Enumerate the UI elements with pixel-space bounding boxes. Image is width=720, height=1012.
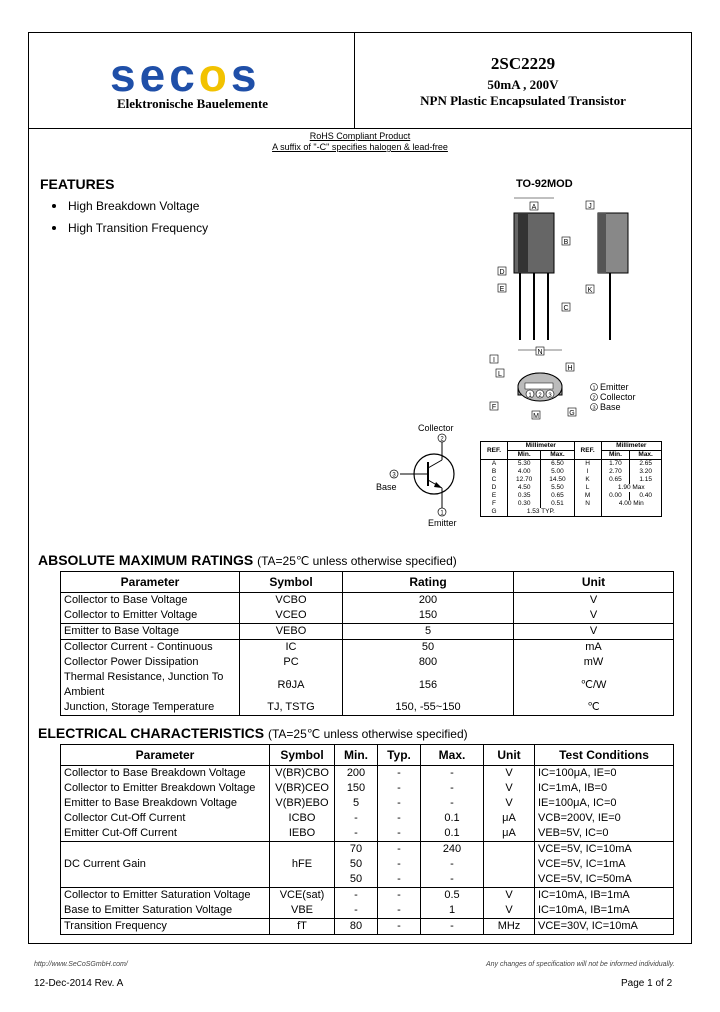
legend-num-1: 1 bbox=[592, 385, 596, 392]
unit-cell bbox=[484, 842, 535, 858]
symbol-cell: VEBO bbox=[240, 624, 343, 640]
min-cell: 150 bbox=[335, 781, 378, 796]
unit-cell: V bbox=[514, 624, 674, 640]
test-condition-cell: IC=10mA, IB=1mA bbox=[535, 903, 674, 919]
dim-ref: B bbox=[481, 468, 508, 476]
dim-min: 0.30 bbox=[508, 500, 541, 508]
dim-min: 2.70 bbox=[601, 468, 630, 476]
symbol-cell: VCBO bbox=[240, 593, 343, 609]
parameter-cell: Emitter Cut-Off Current bbox=[61, 826, 270, 842]
dim-ref: C bbox=[481, 476, 508, 484]
dim-ref: G bbox=[481, 508, 508, 517]
min-cell: 80 bbox=[335, 919, 378, 935]
parameter-cell: Collector to Base Voltage bbox=[61, 593, 240, 609]
symbol-cell: PC bbox=[240, 655, 343, 670]
footer-url[interactable]: http://www.SeCoSGmbH.com/ bbox=[34, 961, 128, 968]
typ-cell: - bbox=[378, 872, 421, 888]
max-cell: 1 bbox=[421, 903, 484, 919]
symbol-collector-label: Collector bbox=[418, 423, 454, 433]
max-cell: 0.1 bbox=[421, 826, 484, 842]
dim-col-mm: Millimeter bbox=[508, 442, 575, 451]
abs-max-table bbox=[60, 571, 674, 716]
typ-cell: - bbox=[378, 781, 421, 796]
dim-max: 14.50 bbox=[541, 476, 574, 484]
dim-row bbox=[481, 508, 662, 517]
parameter-cell: Emitter to Base Breakdown Voltage bbox=[61, 796, 270, 811]
min-cell: 50 bbox=[335, 857, 378, 872]
part-number: 2SC2229 bbox=[490, 54, 556, 73]
rating-cell: 156 bbox=[343, 670, 514, 700]
legend-num-3: 3 bbox=[592, 405, 596, 412]
rating-cell: 5 bbox=[343, 624, 514, 640]
package-outline-drawing bbox=[480, 195, 680, 435]
unit-cell: V bbox=[484, 903, 535, 919]
rating-cell: 150, -55~150 bbox=[343, 700, 514, 716]
dim-ref: E bbox=[481, 492, 508, 500]
feature-item: High Breakdown Voltage bbox=[68, 199, 199, 213]
dim-min: 4.00 bbox=[508, 468, 541, 476]
table-row bbox=[61, 919, 674, 935]
test-condition-cell: VEB=5V, IC=0 bbox=[535, 826, 674, 842]
col-symbol: Symbol bbox=[240, 572, 343, 593]
min-cell: - bbox=[335, 826, 378, 842]
unit-cell: ℃/W bbox=[514, 670, 674, 700]
min-cell: 70 bbox=[335, 842, 378, 858]
table-row bbox=[61, 857, 674, 872]
col-unit: Unit bbox=[514, 572, 674, 593]
min-cell: - bbox=[335, 903, 378, 919]
bottom-pin-1: 1 bbox=[528, 393, 532, 399]
unit-cell: MHz bbox=[484, 919, 535, 935]
col-unit: Unit bbox=[484, 745, 535, 766]
features-title: FEATURES bbox=[40, 176, 115, 192]
table-row bbox=[61, 670, 674, 700]
col-rating: Rating bbox=[343, 572, 514, 593]
parameter-cell: Collector to Emitter Voltage bbox=[61, 608, 240, 624]
unit-cell: μA bbox=[484, 811, 535, 826]
symbol-cell: V(BR)CBO bbox=[270, 766, 335, 782]
unit-cell: ℃ bbox=[514, 700, 674, 716]
unit-cell bbox=[484, 872, 535, 888]
header-divider bbox=[28, 128, 692, 129]
test-condition-cell: VCE=5V, IC=50mA bbox=[535, 872, 674, 888]
dim-col-ref: REF. bbox=[574, 442, 601, 460]
dim-max: 0.40 bbox=[630, 492, 662, 500]
rohs-notice bbox=[28, 131, 692, 153]
table-row bbox=[61, 608, 674, 624]
rating-cell: 200 bbox=[343, 593, 514, 609]
brand-logo: secos bbox=[110, 49, 261, 101]
dim-ref: K bbox=[574, 476, 601, 484]
footer-date: 12-Dec-2014 Rev. A bbox=[34, 978, 124, 989]
max-cell: - bbox=[421, 872, 484, 888]
table-row bbox=[61, 655, 674, 670]
dim-ref: A bbox=[481, 460, 508, 469]
max-cell: - bbox=[421, 919, 484, 935]
dim-ref bbox=[574, 508, 601, 517]
dim-max: 0.51 bbox=[541, 500, 574, 508]
dim-min: 5.30 bbox=[508, 460, 541, 469]
test-condition-cell: VCB=200V, IE=0 bbox=[535, 811, 674, 826]
min-cell: 50 bbox=[335, 872, 378, 888]
rating-cell: 50 bbox=[343, 640, 514, 656]
dim-max: 2.65 bbox=[630, 460, 662, 469]
symbol-cell: VCEO bbox=[240, 608, 343, 624]
parameter-cell: Thermal Resistance, Junction To Ambient bbox=[61, 670, 240, 700]
abs-max-condition: (TA=25℃ unless otherwise specified) bbox=[257, 554, 457, 568]
dim-row bbox=[481, 500, 662, 508]
dim-value: 4.00 Min bbox=[601, 500, 661, 508]
parameter-cell: DC Current Gain bbox=[61, 857, 270, 872]
parameter-cell: Transition Frequency bbox=[61, 919, 270, 935]
elec-condition: (TA=25℃ unless otherwise specified) bbox=[267, 727, 468, 741]
rohs-line: RoHS Compliant Product bbox=[309, 131, 411, 141]
dim-min: 4.50 bbox=[508, 484, 541, 492]
col-max: Max. bbox=[421, 745, 484, 766]
dim-col-min: Min. bbox=[508, 451, 541, 460]
part-description: NPN Plastic Encapsulated Transistor bbox=[420, 93, 626, 108]
pin-legend-base: Base bbox=[600, 402, 621, 412]
typ-cell: - bbox=[378, 796, 421, 811]
bottom-pin-2: 2 bbox=[538, 393, 542, 399]
dim-ref: N bbox=[574, 500, 601, 508]
max-cell: - bbox=[421, 766, 484, 782]
dim-col-ref: REF. bbox=[481, 442, 508, 460]
unit-cell: V bbox=[484, 781, 535, 796]
min-cell: 200 bbox=[335, 766, 378, 782]
parameter-cell: Junction, Storage Temperature bbox=[61, 700, 240, 716]
symbol-pin-1: 1 bbox=[440, 510, 444, 517]
symbol-cell: IEBO bbox=[270, 826, 335, 842]
dim-min: 1.70 bbox=[601, 460, 630, 469]
typ-cell: - bbox=[378, 826, 421, 842]
col-typ: Typ. bbox=[378, 745, 421, 766]
dim-label-e: E bbox=[499, 286, 505, 293]
footer-disclaimer: Any changes of specification will not be informed individually. bbox=[486, 961, 675, 968]
symbol-cell: hFE bbox=[270, 857, 335, 872]
unit-cell: V bbox=[514, 593, 674, 609]
test-condition-cell: VCE=5V, IC=1mA bbox=[535, 857, 674, 872]
parameter-cell bbox=[61, 842, 270, 858]
min-cell: - bbox=[335, 888, 378, 904]
symbol-cell bbox=[270, 842, 335, 858]
abs-max-title: ABSOLUTE MAXIMUM RATINGS (TA=25℃ unless otherwise specified) bbox=[38, 552, 457, 568]
typ-cell: - bbox=[378, 766, 421, 782]
symbol-cell: VCE(sat) bbox=[270, 888, 335, 904]
symbol-pin-3: 3 bbox=[392, 472, 396, 479]
bottom-pin-3: 3 bbox=[548, 393, 552, 399]
col-min: Min. bbox=[335, 745, 378, 766]
dim-max: 5.50 bbox=[541, 484, 574, 492]
dim-min: 0.00 bbox=[601, 492, 630, 500]
table-row bbox=[61, 872, 674, 888]
dim-value bbox=[601, 508, 661, 517]
pin-legend-collector: Collector bbox=[600, 392, 636, 402]
parameter-cell: Collector Cut-Off Current bbox=[61, 811, 270, 826]
parameter-cell: Collector Power Dissipation bbox=[61, 655, 240, 670]
unit-cell: mA bbox=[514, 640, 674, 656]
dim-col-mm: Millimeter bbox=[601, 442, 661, 451]
test-condition-cell: IC=10mA, IB=1mA bbox=[535, 888, 674, 904]
col-test-conditions: Test Conditions bbox=[535, 745, 674, 766]
dim-max: 3.20 bbox=[630, 468, 662, 476]
dim-col-min: Min. bbox=[601, 451, 630, 460]
symbol-cell: fT bbox=[270, 919, 335, 935]
dim-label-n: N bbox=[537, 349, 543, 356]
dim-row bbox=[481, 476, 662, 484]
parameter-cell: Collector to Emitter Saturation Voltage bbox=[61, 888, 270, 904]
max-cell: - bbox=[421, 796, 484, 811]
dim-value: 1.90 Max bbox=[601, 484, 661, 492]
symbol-pin-2: 2 bbox=[440, 436, 444, 443]
symbol-base-label: Base bbox=[376, 482, 397, 492]
parameter-cell: Collector Current - Continuous bbox=[61, 640, 240, 656]
dim-label-f: F bbox=[491, 404, 497, 411]
elec-table bbox=[60, 744, 674, 935]
dim-min: 12.70 bbox=[508, 476, 541, 484]
dim-ref: I bbox=[574, 468, 601, 476]
typ-cell: - bbox=[378, 857, 421, 872]
dim-max: 6.50 bbox=[541, 460, 574, 469]
dim-label-b: B bbox=[563, 239, 569, 246]
table-row bbox=[61, 811, 674, 826]
symbol-cell: ICBO bbox=[270, 811, 335, 826]
symbol-cell: VBE bbox=[270, 903, 335, 919]
unit-cell bbox=[484, 857, 535, 872]
dim-row bbox=[481, 492, 662, 500]
typ-cell: - bbox=[378, 842, 421, 858]
dim-label-a: A bbox=[531, 204, 537, 211]
min-cell: - bbox=[335, 811, 378, 826]
table-row bbox=[61, 903, 674, 919]
legend-num-2: 2 bbox=[592, 395, 596, 402]
transistor-symbol bbox=[370, 420, 480, 530]
table-row bbox=[61, 842, 674, 858]
symbol-cell: IC bbox=[240, 640, 343, 656]
dim-label-k: K bbox=[587, 287, 593, 294]
brand-subtitle: Elektronische Bauelemente bbox=[117, 96, 269, 111]
dim-label-i: I bbox=[493, 357, 495, 364]
max-cell: - bbox=[421, 857, 484, 872]
typ-cell: - bbox=[378, 903, 421, 919]
test-condition-cell: VCE=30V, IC=10mA bbox=[535, 919, 674, 935]
dim-ref: M bbox=[574, 492, 601, 500]
table-row bbox=[61, 766, 674, 782]
min-cell: 5 bbox=[335, 796, 378, 811]
dim-min: 0.65 bbox=[601, 476, 630, 484]
typ-cell: - bbox=[378, 888, 421, 904]
dim-label-h: H bbox=[567, 365, 573, 372]
parameter-cell: Collector to Base Breakdown Voltage bbox=[61, 766, 270, 782]
dim-ref: D bbox=[481, 484, 508, 492]
package-title: TO-92MOD bbox=[516, 178, 573, 190]
table-row bbox=[61, 700, 674, 716]
parameter-cell: Emitter to Base Voltage bbox=[61, 624, 240, 640]
table-row bbox=[61, 781, 674, 796]
pin-legend-emitter: Emitter bbox=[600, 382, 629, 392]
dim-label-d: D bbox=[499, 269, 505, 276]
elec-title: ELECTRICAL CHARACTERISTICS (TA=25℃ unless otherwise specified) bbox=[38, 725, 468, 741]
table-row bbox=[61, 593, 674, 609]
max-cell: 0.1 bbox=[421, 811, 484, 826]
symbol-cell: TJ, TSTG bbox=[240, 700, 343, 716]
test-condition-cell: IE=100μA, IC=0 bbox=[535, 796, 674, 811]
unit-cell: mW bbox=[514, 655, 674, 670]
dim-row bbox=[481, 468, 662, 476]
dim-max: 0.65 bbox=[541, 492, 574, 500]
dim-label-g: G bbox=[569, 410, 575, 417]
part-rating: 50mA , 200V bbox=[487, 77, 559, 92]
unit-cell: V bbox=[484, 796, 535, 811]
rating-cell: 150 bbox=[343, 608, 514, 624]
max-cell: - bbox=[421, 781, 484, 796]
symbol-cell: V(BR)EBO bbox=[270, 796, 335, 811]
dim-col-max: Max. bbox=[630, 451, 662, 460]
table-row bbox=[61, 640, 674, 656]
dim-ref: L bbox=[574, 484, 601, 492]
dim-value: 1.53 TYP. bbox=[508, 508, 575, 517]
col-symbol: Symbol bbox=[270, 745, 335, 766]
parameter-cell bbox=[61, 872, 270, 888]
dim-ref: F bbox=[481, 500, 508, 508]
max-cell: 240 bbox=[421, 842, 484, 858]
unit-cell: V bbox=[514, 608, 674, 624]
unit-cell: V bbox=[484, 766, 535, 782]
max-cell: 0.5 bbox=[421, 888, 484, 904]
dim-max: 5.00 bbox=[541, 468, 574, 476]
parameter-cell: Base to Emitter Saturation Voltage bbox=[61, 903, 270, 919]
test-condition-cell: IC=1mA, IB=0 bbox=[535, 781, 674, 796]
col-parameter: Parameter bbox=[61, 745, 270, 766]
unit-cell: V bbox=[484, 888, 535, 904]
test-condition-cell: VCE=5V, IC=10mA bbox=[535, 842, 674, 858]
dim-label-c: C bbox=[563, 305, 569, 312]
symbol-cell bbox=[270, 872, 335, 888]
footer-page: Page 1 of 2 bbox=[621, 978, 673, 989]
table-row bbox=[61, 826, 674, 842]
table-row bbox=[61, 888, 674, 904]
col-parameter: Parameter bbox=[61, 572, 240, 593]
test-condition-cell: IC=100μA, IE=0 bbox=[535, 766, 674, 782]
dim-label-l: L bbox=[498, 371, 502, 378]
dim-min: 0.35 bbox=[508, 492, 541, 500]
table-row bbox=[61, 624, 674, 640]
table-row bbox=[61, 796, 674, 811]
dim-row bbox=[481, 484, 662, 492]
typ-cell: - bbox=[378, 811, 421, 826]
dim-row bbox=[481, 460, 662, 469]
parameter-cell: Collector to Emitter Breakdown Voltage bbox=[61, 781, 270, 796]
rating-cell: 800 bbox=[343, 655, 514, 670]
unit-cell: μA bbox=[484, 826, 535, 842]
typ-cell: - bbox=[378, 919, 421, 935]
dim-label-j: J bbox=[588, 203, 592, 210]
symbol-cell: RθJA bbox=[240, 670, 343, 700]
dim-max: 1.15 bbox=[630, 476, 662, 484]
feature-item: High Transition Frequency bbox=[68, 221, 208, 235]
dim-col-max: Max. bbox=[541, 451, 574, 460]
halogen-line: A suffix of "-C" specifies halogen & lead-free bbox=[272, 142, 448, 152]
dimension-table bbox=[480, 441, 662, 517]
symbol-emitter-label: Emitter bbox=[428, 518, 457, 528]
symbol-cell: V(BR)CEO bbox=[270, 781, 335, 796]
dim-label-m: M bbox=[533, 413, 539, 420]
dim-ref: H bbox=[574, 460, 601, 469]
